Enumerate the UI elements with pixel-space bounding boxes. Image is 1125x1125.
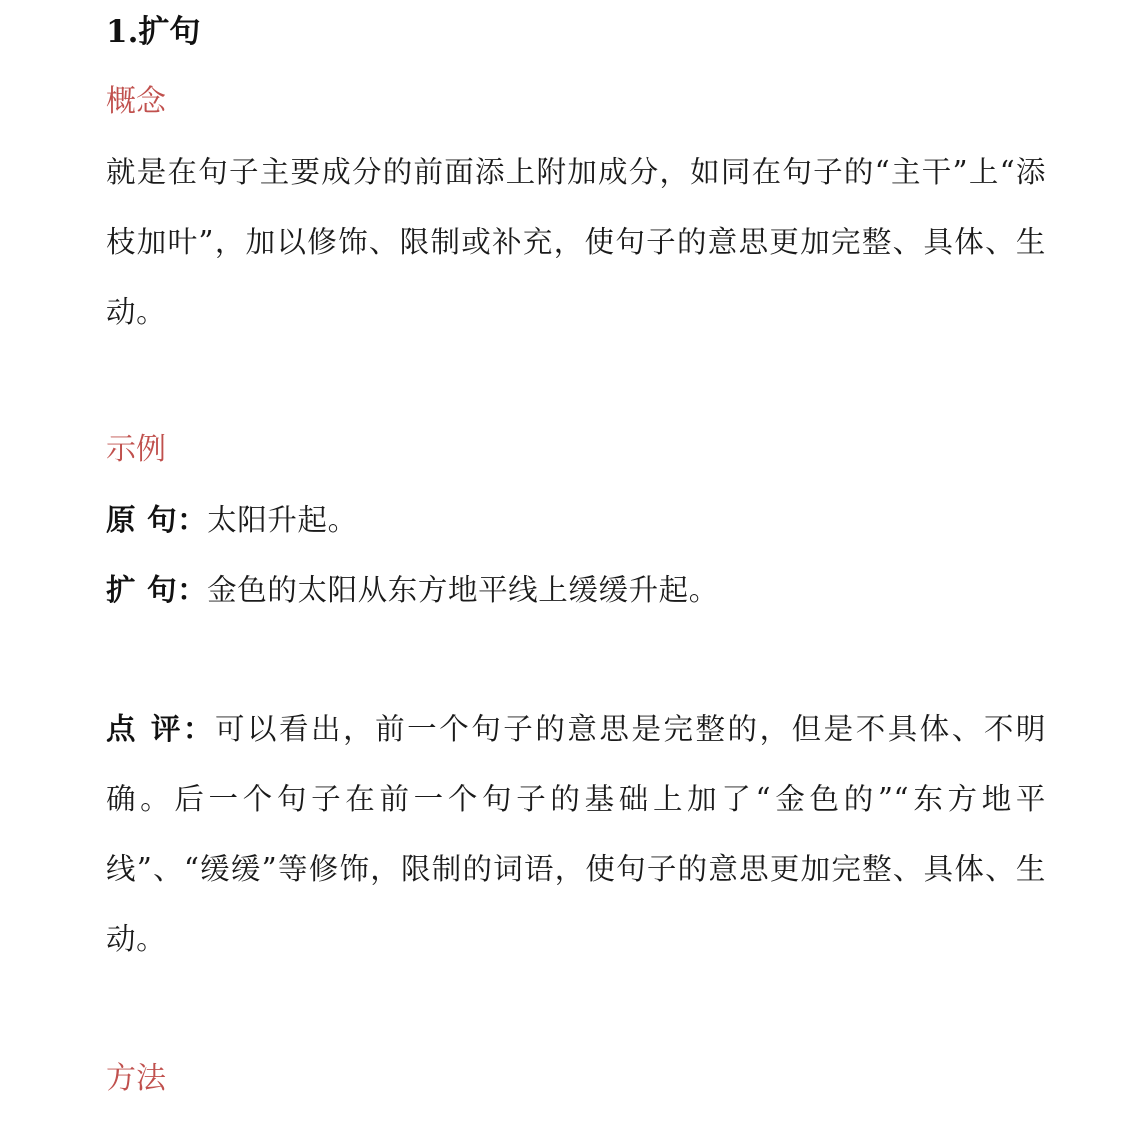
original-sentence-label: 原 句： bbox=[106, 502, 208, 537]
concept-paragraph: 就是在句子主要成分的前面添上附加成分，如同在句子的“主干”上“添枝加叶”，加以修饰、限制或补充，使句子的意思更加完整、具体、生动。 bbox=[106, 155, 1046, 329]
expanded-sentence-text: 金色的太阳从东方地平线上缓缓升起。 bbox=[207, 573, 719, 607]
method-heading: 方法 bbox=[106, 1061, 166, 1096]
comment-paragraph bbox=[106, 694, 1046, 974]
comment-label: 点 评： bbox=[106, 711, 215, 746]
expanded-sentence-label: 扩 句： bbox=[106, 572, 208, 607]
page-title: 1.扩句 bbox=[106, 14, 201, 50]
original-sentence-text: 太阳升起。 bbox=[207, 503, 358, 537]
concept-heading: 概念 bbox=[106, 84, 166, 119]
example-heading: 示例 bbox=[106, 432, 166, 467]
expanded-sentence-line bbox=[106, 568, 719, 612]
original-sentence-line bbox=[106, 498, 358, 542]
comment-text: 可以看出，前一个句子的意思是完整的，但是不具体、不明确。后一个句子在前一个句子的基础上加了“金色的”“东方地平线”、“缓缓”等修饰，限制的词语，使句子的意思更加完整、具体、生动。 bbox=[106, 712, 1047, 956]
